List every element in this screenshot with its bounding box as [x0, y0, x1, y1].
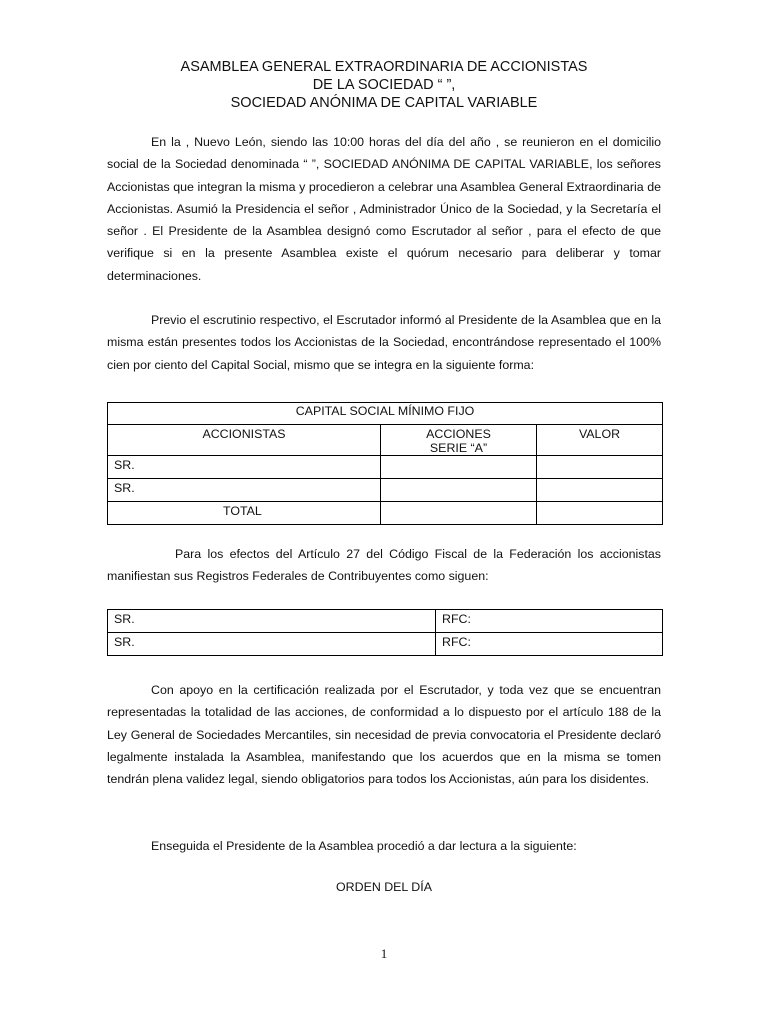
total-shares-cell: [381, 502, 537, 525]
intro-paragraph: En la , Nuevo León, siendo las 10:00 horas del día del año , se reunieron en el domicilio social de la Sociedad denominada “ ”, SOCIEDAD ANÓNIMA DE CAPITAL VARIABLE, los señores Accionistas que integran la misma y procedieron a celebrar una Asamblea General Extraordinaria de Accionistas. Asumió la Presidencia el señor , Administrador Único de la Sociedad, y la Secretaría el señor . El Presidente de la Asamblea designó como Escrutador al señor , para el efecto de que verifique si en la presente Asamblea existe el quórum necesario para deliberar y tomar determinaciones.: [107, 135, 661, 283]
total-value-cell: [537, 502, 663, 525]
value-cell: [537, 479, 663, 502]
header-valor: VALOR: [537, 425, 663, 456]
document-title-line-2: DE LA SOCIEDAD “ ”,: [312, 77, 456, 93]
certification-paragraph: Con apoyo en la certificación realizada por el Escrutador, y toda vez que se encuentran representadas la totalidad de las acciones, de conformidad a lo dispuesto por el artículo 188 de la Ley General de Sociedades Mercantiles, sin necesidad de previa convocatoria el Presidente declaró legalmente instalada la Asamblea, manifestando que los acuerdos que en la misma se tomen tendrán plena validez legal, siendo obligatorios para todos los Accionistas, aún para los disidentes.: [107, 683, 661, 787]
article27-paragraph: Para los efectos del Artículo 27 del Código Fiscal de la Federación los accionistas manifiestan sus Registros Federales de Contribuyentes como siguen:: [107, 547, 661, 584]
shareholder-cell: SR.: [108, 479, 381, 502]
shares-cell: [381, 479, 537, 502]
total-label: TOTAL: [108, 502, 381, 525]
document-title-line-1: ASAMBLEA GENERAL EXTRAORDINARIA DE ACCIONISTAS: [180, 59, 588, 75]
capital-table-title-row: [108, 403, 663, 425]
rfc-value-cell: RFC:: [436, 610, 663, 633]
header-acciones: [381, 425, 537, 456]
capital-table-title: CAPITAL SOCIAL MÍNIMO FIJO: [108, 403, 663, 425]
header-acciones-line-2: SERIE “A”: [429, 441, 488, 455]
value-cell: [537, 456, 663, 479]
capital-table: [107, 402, 663, 525]
reading-paragraph: Enseguida el Presidente de la Asamblea procedió a dar lectura a la siguiente:: [151, 839, 577, 853]
rfc-table: [107, 609, 663, 656]
page-number: 1: [380, 946, 388, 961]
capital-table-header-row: [108, 425, 663, 456]
shareholder-cell: SR.: [108, 456, 381, 479]
rfc-value-cell: RFC:: [436, 633, 663, 656]
header-acciones-line-1: ACCIONES: [426, 427, 491, 441]
scrutiny-paragraph: Previo el escrutinio respectivo, el Escrutador informó al Presidente de la Asamblea que en la misma están presentes todos los Accionistas de la Sociedad, encontrándose representado el 100% cien por ciento del Capital Social, mismo que se integra en la siguiente forma:: [107, 313, 661, 372]
shares-cell: [381, 456, 537, 479]
document-title-line-3: SOCIEDAD ANÓNIMA DE CAPITAL VARIABLE: [230, 95, 538, 111]
header-accionistas: ACCIONISTAS: [108, 425, 381, 456]
agenda-heading: ORDEN DEL DÍA: [336, 880, 432, 894]
table-total-row: [108, 502, 663, 525]
rfc-name-cell: SR.: [108, 633, 436, 656]
table-row: [108, 633, 663, 656]
rfc-name-cell: SR.: [108, 610, 436, 633]
table-row: [108, 479, 663, 502]
table-row: [108, 456, 663, 479]
table-row: [108, 610, 663, 633]
